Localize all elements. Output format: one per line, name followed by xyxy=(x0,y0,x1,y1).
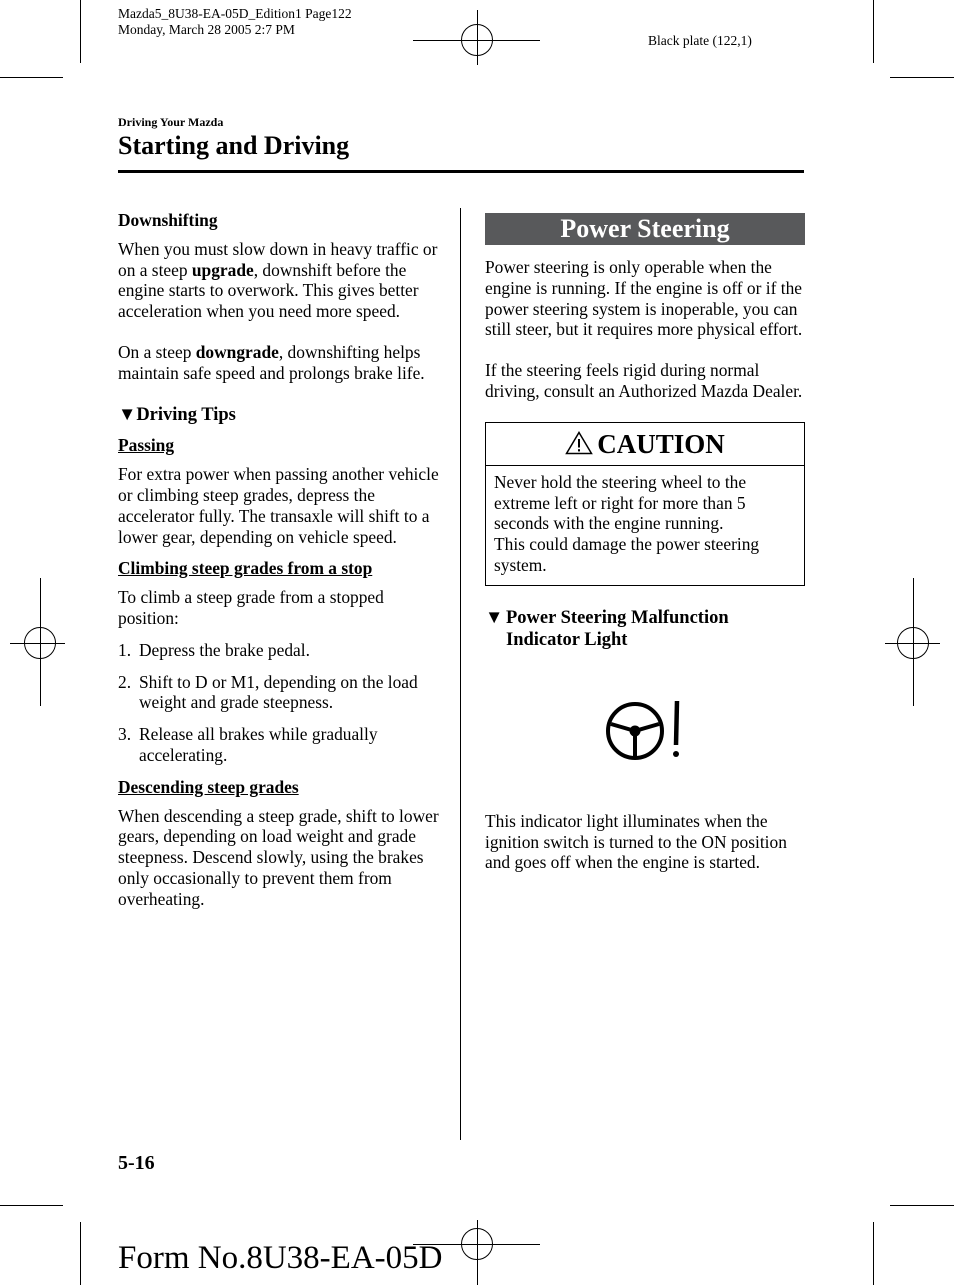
descending-paragraph: When descending a steep grade, shift to lower gears, depending on load weight and grade steepness. Descend slowly, using the brakes only occasionally to prevent them from overheating. xyxy=(118,805,439,909)
indicator-paragraph: This indicator light illuminates when the ignition switch is turned to the ON position and goes off when the engine is started. xyxy=(485,810,787,873)
indicator-figure xyxy=(485,651,805,811)
list-item: 1. Depress the brake pedal. xyxy=(118,639,310,660)
caution-line-1: Never hold the steering wheel to the extreme left or right for more than 5 seconds with the engine running. xyxy=(494,471,747,534)
caution-box xyxy=(485,422,805,586)
right-column xyxy=(485,213,805,873)
page-title: Starting and Driving xyxy=(118,131,350,160)
caution-line-2: This could damage the power steering system. xyxy=(494,534,760,575)
crop-mark xyxy=(80,0,81,63)
power-steering-warning-icon xyxy=(605,699,695,763)
crop-mark xyxy=(0,77,63,78)
crop-mark xyxy=(873,0,874,63)
passing-heading: Passing xyxy=(118,435,175,456)
file-line: Mazda5_8U38-EA-05D_Edition1 Page122 xyxy=(118,6,352,21)
left-column xyxy=(118,210,443,910)
downshifting-heading: Downshifting xyxy=(118,210,218,230)
caution-heading: CAUTION xyxy=(486,423,804,466)
malfunction-heading: ▼ Power Steering Malfunction Indicator Light xyxy=(485,607,729,650)
crop-mark xyxy=(873,1222,874,1285)
list-item: 3. Release all brakes while gradually accelerating. xyxy=(118,724,378,765)
page-number: 5-16 xyxy=(118,1152,155,1174)
print-metadata xyxy=(118,6,352,38)
downshifting-paragraph-1: When you must slow down in heavy traffic or on a steep upgrade, downshift before the engine starts to overwork. This gives better acceleration when you need more speed. xyxy=(118,238,438,322)
driving-tips-heading: ▼Driving Tips xyxy=(118,404,236,425)
list-item: 2. Shift to D or M1, depending on the load weight and grade steepness. xyxy=(118,671,418,713)
triangle-marker-icon: ▼ xyxy=(485,607,504,628)
power-steering-paragraph-1: Power steering is only operable when the engine is running. If the engine is off or if the power steering system is inoperable, you can still steer, but it requires more physical effort. xyxy=(485,257,803,340)
descending-heading: Descending steep grades xyxy=(118,776,299,797)
caution-body xyxy=(486,466,804,585)
climbing-paragraph: To climb a steep grade from a stopped position: xyxy=(118,587,384,628)
power-steering-paragraph-2: If the steering feels rigid during normal driving, consult an Authorized Mazda Dealer. xyxy=(485,360,803,401)
crop-mark xyxy=(80,1222,81,1285)
triangle-marker-icon: ▼ xyxy=(118,404,137,425)
column-divider xyxy=(460,208,461,1140)
passing-paragraph: For extra power when passing another vehicle or climbing steep grades, depress the accelerator fully. The transaxle will shift to a lower gear, depending on vehicle speed. xyxy=(118,464,439,547)
warning-triangle-icon xyxy=(565,431,593,455)
crop-mark xyxy=(890,1205,954,1206)
section-label: Driving Your Mazda xyxy=(118,115,224,129)
downshifting-paragraph-2: On a steep downgrade, downshifting helps maintain safe speed and prolongs brake life. xyxy=(118,341,425,383)
crop-mark xyxy=(890,77,954,78)
crop-mark xyxy=(0,1205,63,1206)
climbing-steps xyxy=(118,640,443,766)
date-line: Monday, March 28 2005 2:7 PM xyxy=(118,22,295,37)
climbing-heading: Climbing steep grades from a stop xyxy=(118,558,373,579)
power-steering-band: Power Steering xyxy=(485,213,805,245)
form-number: Form No.8U38-EA-05D xyxy=(118,1240,443,1276)
title-rule xyxy=(118,170,804,173)
plate-label: Black plate (122,1) xyxy=(648,33,752,48)
